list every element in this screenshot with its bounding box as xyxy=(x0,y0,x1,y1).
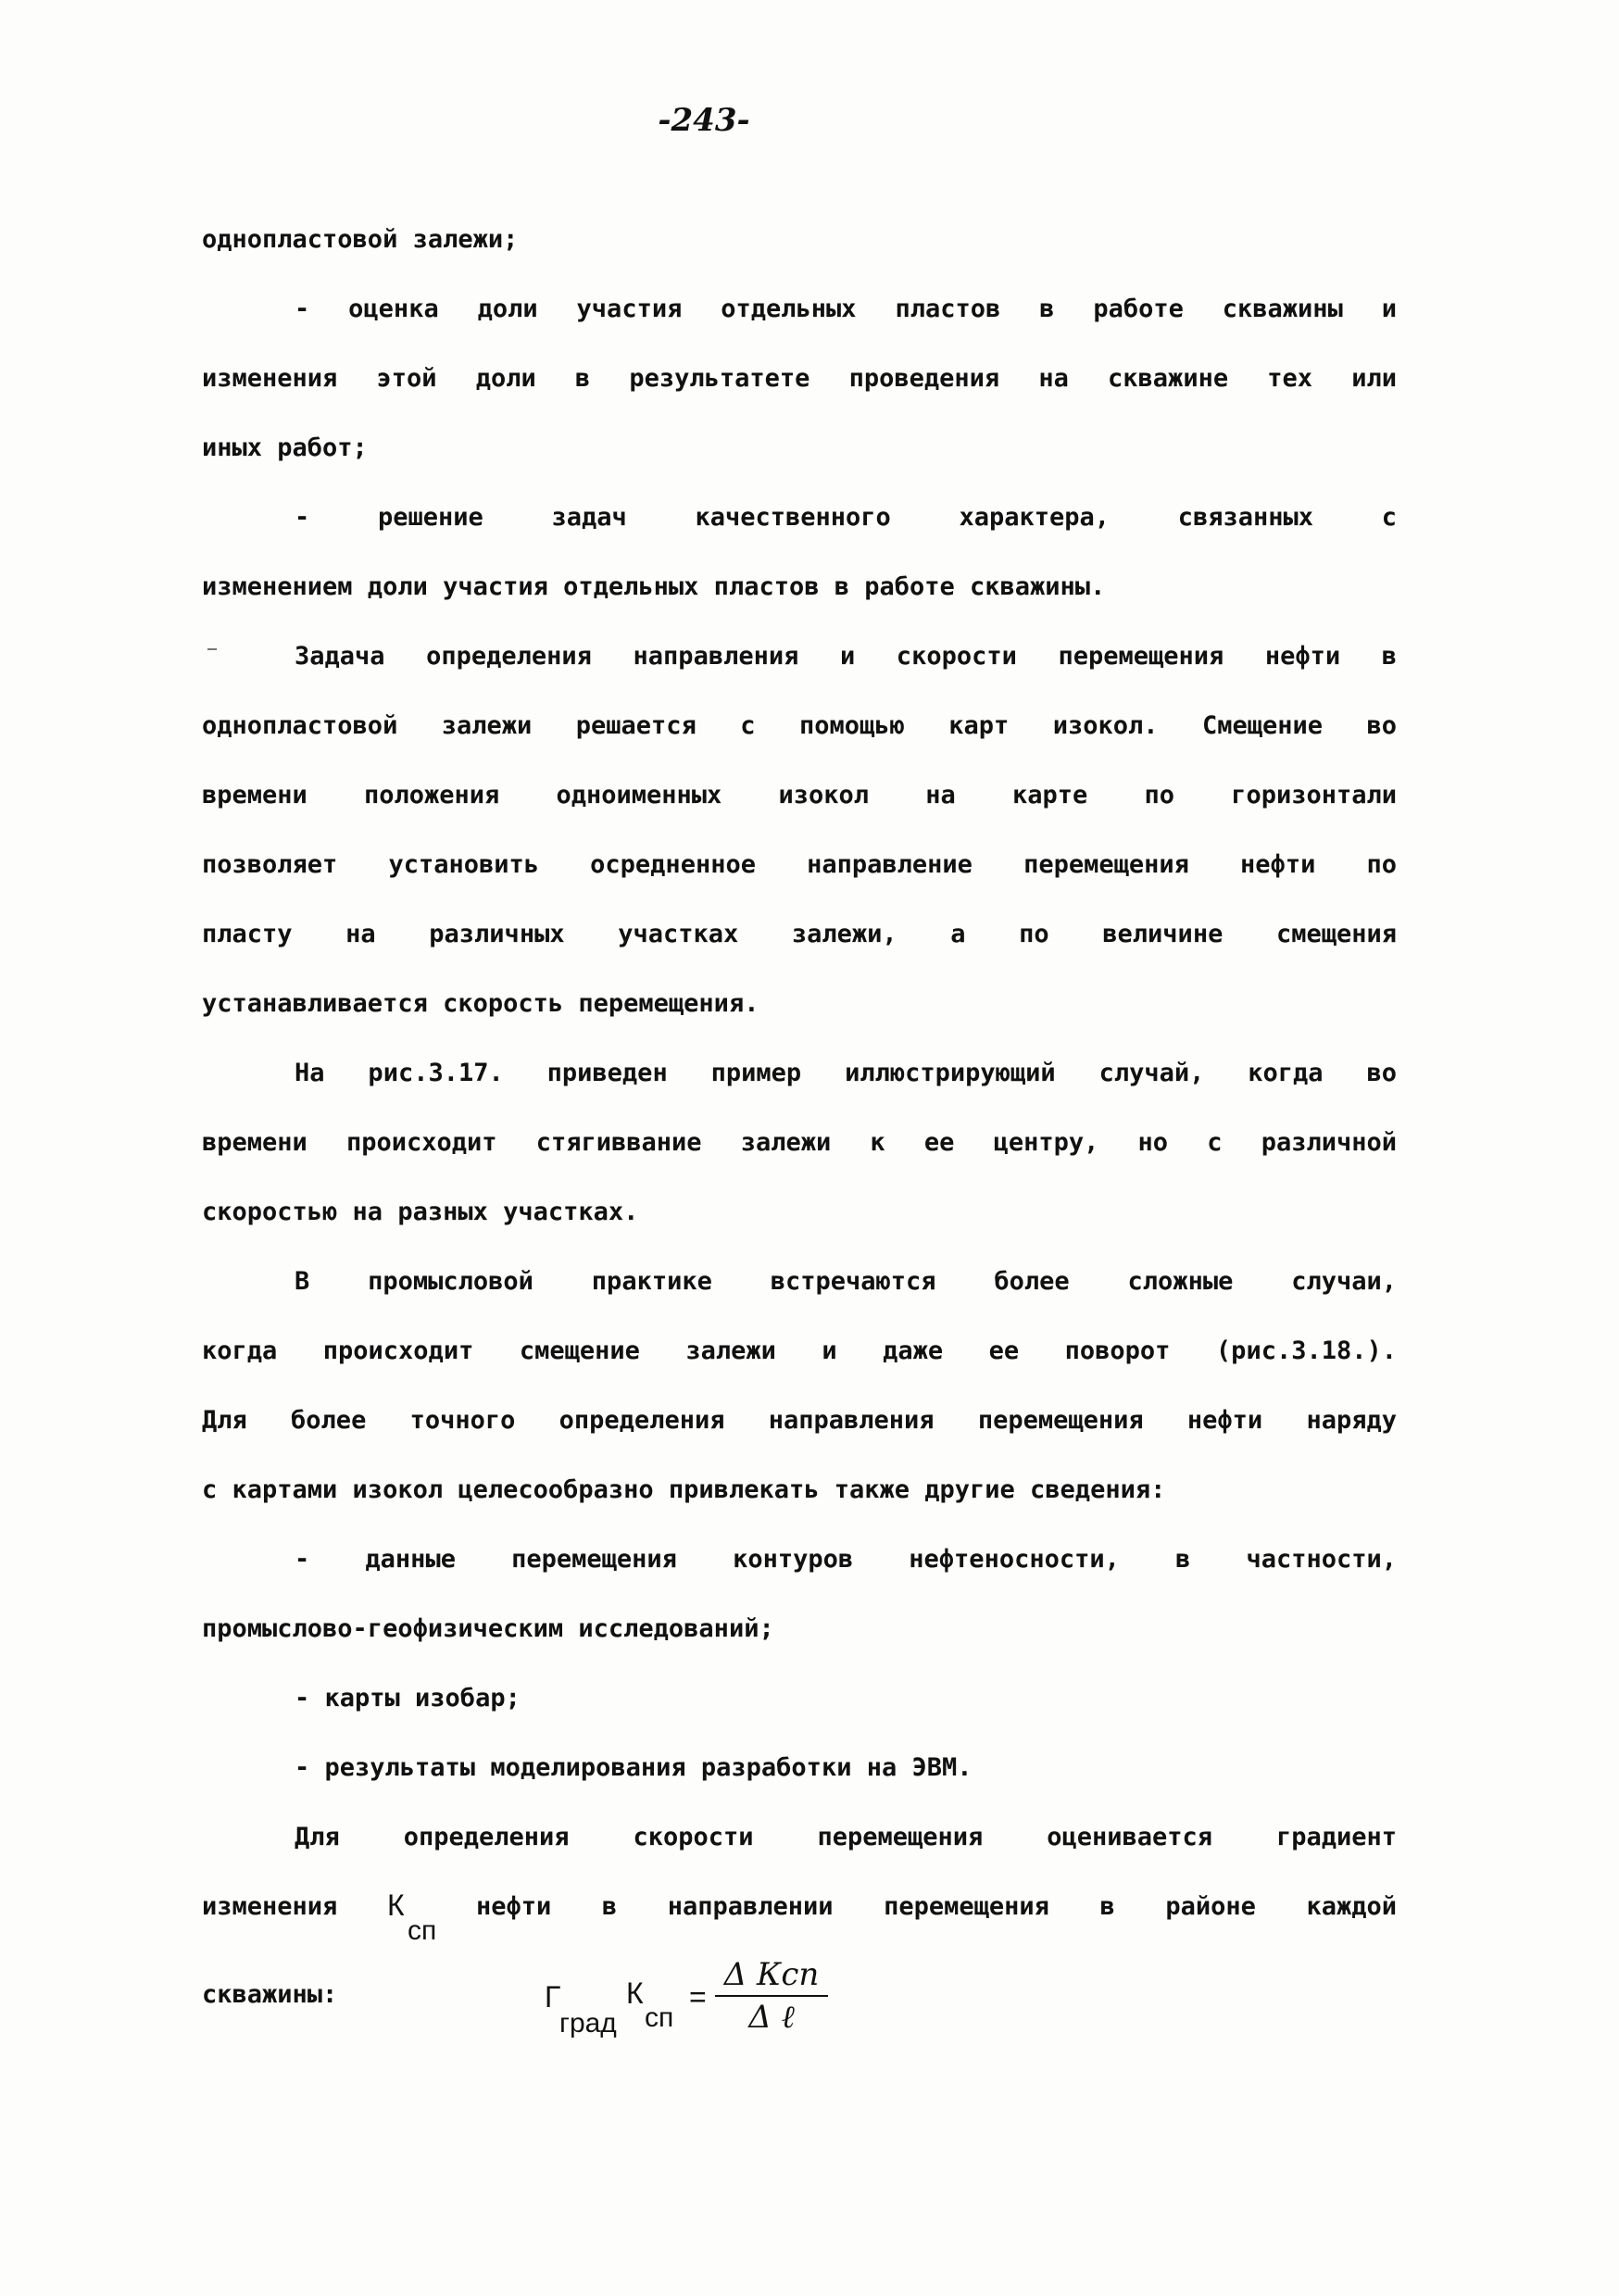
text-line: с картами изокол целесообразно привлекать также другие сведения: xyxy=(202,1475,1166,1504)
k-symbol: К xyxy=(387,1888,405,1922)
text-line: устанавливается скорость перемещения. xyxy=(202,989,759,1018)
text-line: - решение задач качественного характера, связанных с xyxy=(295,503,1397,532)
text-line: позволяет установить осредненное направление перемещения нефти по xyxy=(202,850,1397,879)
equals-sign: = xyxy=(689,1980,707,2014)
text-line: - результаты моделирования разработки на ЭВМ. xyxy=(295,1753,973,1782)
text-line: однопластовой залежи; xyxy=(202,225,519,254)
g-symbol: Г xyxy=(545,1980,561,2014)
text-line: изменения этой доли в результатете проведения на скважине тех или xyxy=(202,364,1397,393)
text-line: скоростью на разных участках. xyxy=(202,1198,639,1226)
text-line: На рис.3.17. приведен пример иллюстрирующий случай, когда во xyxy=(295,1059,1397,1087)
formula-label: скважины: xyxy=(202,1980,338,2009)
formula-row xyxy=(202,1956,1397,2067)
text-line: Для более точного определения направления перемещения нефти наряду xyxy=(202,1406,1397,1435)
text-line: промыслово-геофизическим исследований; xyxy=(202,1614,774,1643)
text-line: времени происходит стягиввание залежи к ее центру, но с различной xyxy=(202,1128,1397,1157)
text-fragment: изменения xyxy=(202,1892,338,1921)
fraction xyxy=(711,1956,832,2036)
fraction-denominator: Δ ℓ xyxy=(748,1999,795,2036)
fraction-bar xyxy=(715,1995,828,1997)
page-number: -243- xyxy=(658,102,750,139)
text-fragment: нефти в направлении перемещения в районе каждой xyxy=(476,1892,1397,1921)
text-line-with-symbol xyxy=(202,1888,1397,1944)
text-line: пласту на различных участках залежи, а по величине смещения xyxy=(202,920,1397,948)
text-line: - карты изобар; xyxy=(295,1684,521,1713)
k-subscript: сп xyxy=(408,1915,437,1946)
k-subscript: сп xyxy=(645,2002,674,2033)
k-symbol: К xyxy=(626,1976,644,2010)
text-line: Задача определения направления и скорости перемещения нефти в xyxy=(295,642,1397,671)
text-line: иных работ; xyxy=(202,433,368,462)
margin-mark xyxy=(207,648,217,650)
text-line: - оценка доли участия отдельных пластов в работе скважины и xyxy=(295,295,1397,323)
g-subscript: град xyxy=(559,2008,617,2039)
text-line: когда происходит смещение залежи и даже ее поворот (рис.3.18.). xyxy=(202,1336,1397,1365)
text-line: Для определения скорости перемещения оценивается градиент xyxy=(295,1823,1397,1851)
text-line: однопластовой залежи решается с помощью карт изокол. Смещение во xyxy=(202,711,1397,740)
fraction-numerator: Δ Ксп xyxy=(723,1956,820,1993)
text-line: времени положения одноименных изокол на карте по горизонтали xyxy=(202,781,1397,809)
text-line: В промысловой практике встречаются более сложные случаи, xyxy=(295,1267,1397,1296)
text-line: - данные перемещения контуров нефтеносности, в частности, xyxy=(295,1545,1397,1574)
text-line: изменением доли участия отдельных пластов в работе скважины. xyxy=(202,572,1106,601)
